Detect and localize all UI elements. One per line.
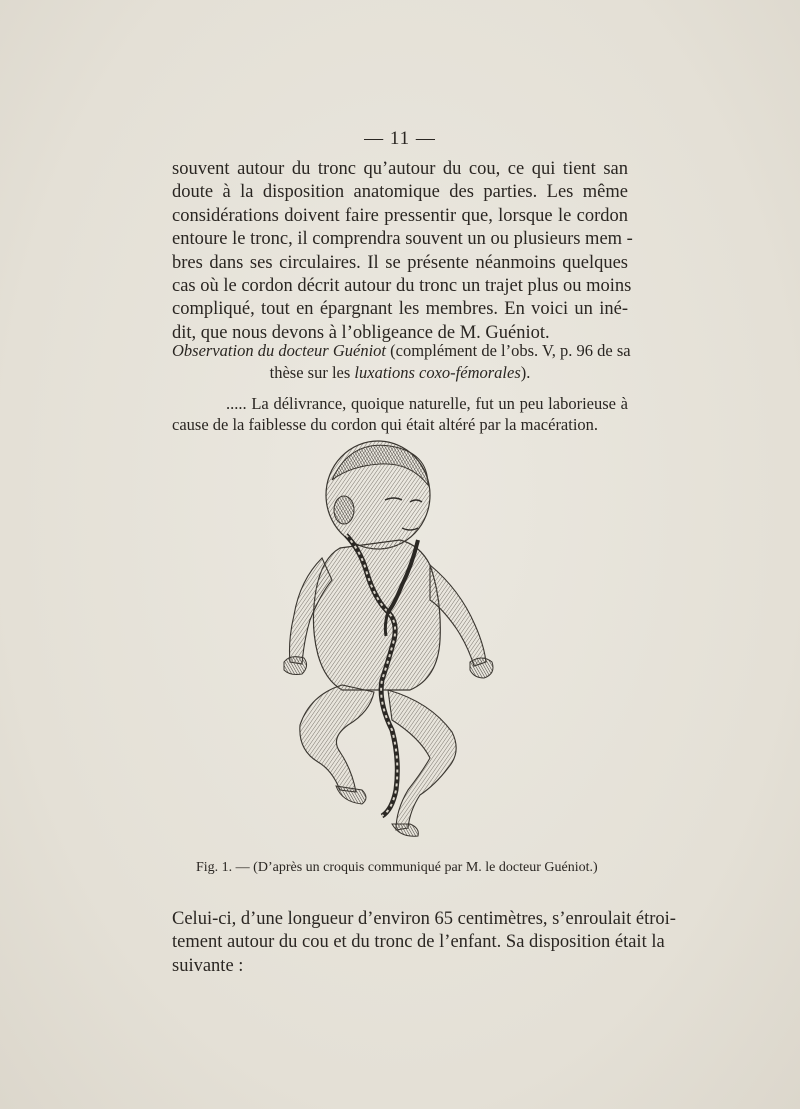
text-line: compliqué, tout en épargnant les membres. En voici un iné- — [172, 299, 628, 320]
text-line: tement autour du cou et du tronc de l’enfant. Sa disposition était la — [172, 932, 665, 953]
text-line: entoure le tronc, il comprendra souvent un ou plusieurs mem - — [172, 229, 633, 250]
text-line: cause de la faiblesse du cordon qui était altéré par la macération. — [172, 415, 599, 434]
text-line: souvent autour du tronc qu’autour du cou, ce qui tient san — [172, 159, 628, 179]
text-line: bres dans ses circulaires. Il se présente néanmoins quelques — [172, 252, 628, 273]
text-line: doute à la disposition anatomique des parties. Les même — [172, 182, 628, 203]
observation-heading-line-1 — [172, 340, 631, 362]
text-line: cas où le cordon décrit autour du tronc un trajet plus ou moins — [172, 276, 632, 297]
text-line: dit, que nous devons à l’obligeance de M. Guéniot. — [172, 322, 550, 343]
text-line: ..... La délivrance, quoique naturelle, fut un peu laborieuse à — [226, 394, 628, 413]
observation-title-rest: (complément de l’obs. V, p. 96 de sa — [386, 341, 631, 360]
observation-line2-post: ). — [520, 363, 531, 382]
text-line: considérations doivent faire pressentir que, lorsque le cordon — [172, 205, 628, 226]
observation-line2-italic: luxations coxo-fémorales — [354, 363, 521, 382]
text-line: Celui-ci, d’une longueur d’environ 65 centimètres, s’enroulait étroi- — [172, 909, 676, 929]
figure-caption: Fig. 1. — (D’après un croquis communiqué par M. le docteur Guéniot.) — [196, 860, 598, 875]
paragraph-2 — [172, 393, 628, 435]
text-line: suivante : — [172, 955, 244, 976]
paragraph-3 — [172, 908, 676, 978]
observation-title: Observation du docteur Guéniot — [172, 341, 387, 360]
paragraph-1 — [172, 158, 633, 345]
infant-umbilical-cord-engraving — [270, 440, 520, 840]
observation-heading — [172, 340, 631, 384]
observation-heading-line-2 — [172, 362, 628, 384]
observation-line2-pre: thèse sur les — [269, 363, 355, 382]
page-number: — 11 — — [364, 128, 436, 149]
